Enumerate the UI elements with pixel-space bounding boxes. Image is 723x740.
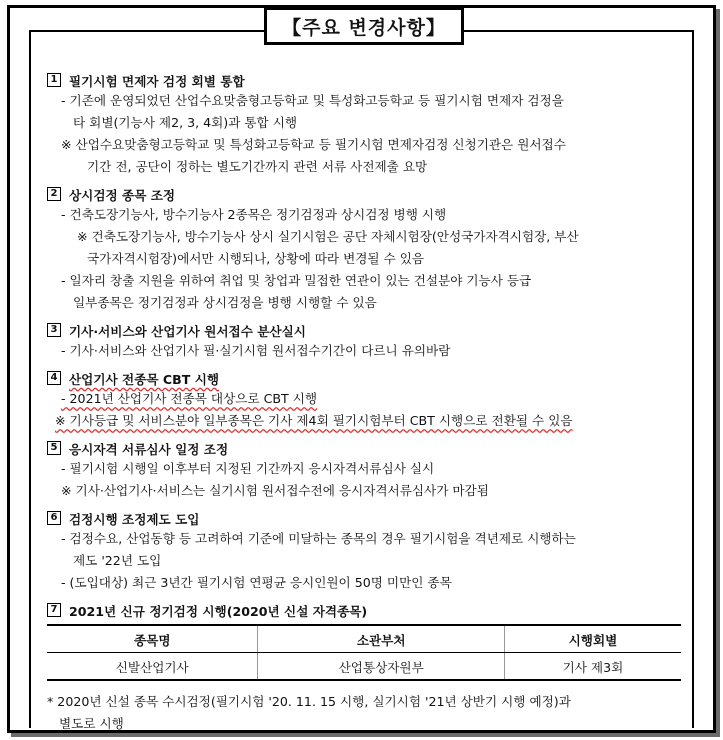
section-title: 기사·서비스와 산업기사 원서접수 분산실시 [69,323,306,339]
section-heading [47,368,695,388]
section-number: 1 [47,73,61,87]
section-heading [47,184,695,204]
section-number: 7 [47,603,61,617]
footnote-line: * 2020년 신설 종목 수시검정(필기시험 '20. 11. 15 시행, 실기시험 '21년 상반기 시행 예정)과 [47,694,571,709]
page-title: 【주요 변경사항】 [264,7,464,45]
section-6 [47,508,695,594]
section-heading [47,508,695,528]
section-title: 검정시행 조정제도 도입 [69,511,200,527]
bullet-line: - 필기시험 시행일 이후부터 지정된 기간까지 응시자격서류심사 실시 [61,461,435,476]
section-title: 필기시험 면제자 검정 회별 통합 [69,73,245,89]
section-5 [47,438,695,502]
note-text: ※ 기사등급 및 서비스분야 일부종목은 기사 제4회 필기시험부터 CBT 시행으로 전환될 수 있음 [55,413,573,428]
section-title: 산업기사 전종목 CBT 시행 [69,371,220,387]
section-4 [47,368,695,432]
section-number: 3 [47,323,61,337]
section-heading [47,438,695,458]
section-title: 상시검정 종목 조정 [69,187,176,203]
bullet-text: - 2021년 산업기사 전종목 대상으로 CBT 시행 [61,391,318,406]
section-3 [47,320,695,362]
section-heading [47,600,695,620]
note-line: ※ 기사·산업기사·서비스는 실기시험 원서접수전에 응시자격서류심사가 마감됨 [61,483,489,498]
section-number: 2 [47,187,61,201]
bullet-line: - 검정수요, 산업동향 등 고려하여 기준에 미달하는 종목의 경우 필기시험을 격년제로 시행하는 [61,531,576,546]
section-number: 6 [47,511,61,525]
bullet-line: - 기존에 운영되었던 산업수요맞춤형고등학교 및 특성화고등학교 등 필기시험 면제자 검정을 [61,93,564,108]
bullet-line: 일부종목은 정기검정과 상시검정을 병행 시행할 수 있음 [73,295,377,310]
section-title: 2021년 신규 정기검정 시행(2020년 신설 자격종목) [69,603,368,619]
bullet-line: 제도 '22년 도입 [73,553,162,568]
table-cell: 신발산업기사 [47,653,258,681]
bullet-line: - 기사·서비스와 산업기사 필·실기시험 원서접수기간이 다르니 유의바람 [61,343,451,358]
bullet-line [47,388,695,410]
document-body [47,70,695,735]
bullet-line: - 건축도장기능사, 방수기능사 2종목은 정기검정과 상시검정 병행 시행 [61,207,447,222]
bullet-line: 타 회별(기능사 제2, 3, 4회)과 통합 시행 [73,115,298,130]
section-7 [47,600,695,620]
note-line: ※ 산업수요맞춤형고등학교 및 특성화고등학교 등 필기시험 면제자검정 신청기관은 원서접수 [61,137,566,152]
column-header: 소관부처 [258,625,504,653]
note-line [47,410,695,432]
note-line: 국가자격시험장)에서만 시행되나, 상황에 따라 변경될 수 있음 [87,251,425,266]
section-title: 응시자격 서류심사 일정 조정 [69,441,229,457]
section-2 [47,184,695,314]
bullet-line: - 일자리 창출 지원을 위하여 취업 및 창업과 밀접한 연관이 있는 건설분야 기능사 등급 [61,273,532,288]
table-cell: 산업통상자원부 [258,653,504,681]
table-header-row [47,625,681,653]
bullet-line: - (도입대상) 최근 3년간 필기시험 연평균 응시인원이 50명 미만인 종목 [61,575,452,590]
section-number: 5 [47,441,61,455]
footnote [47,691,695,735]
section-heading [47,70,695,90]
section-1 [47,70,695,178]
new-exam-table [47,624,681,681]
column-header: 시행회별 [504,625,681,653]
table-row [47,653,681,681]
footnote-line: 별도로 시행 [59,716,124,731]
note-line: 기간 전, 공단이 정하는 별도기간까지 관련 서류 사전제출 요망 [87,159,428,174]
section-heading [47,320,695,340]
section-number: 4 [47,371,61,385]
column-header: 종목명 [47,625,258,653]
table-cell: 기사 제3회 [504,653,681,681]
note-line: ※ 건축도장기능사, 방수기능사 상시 실기시험은 공단 자체시험장(안성국가자격시험장, 부산 [77,229,579,244]
